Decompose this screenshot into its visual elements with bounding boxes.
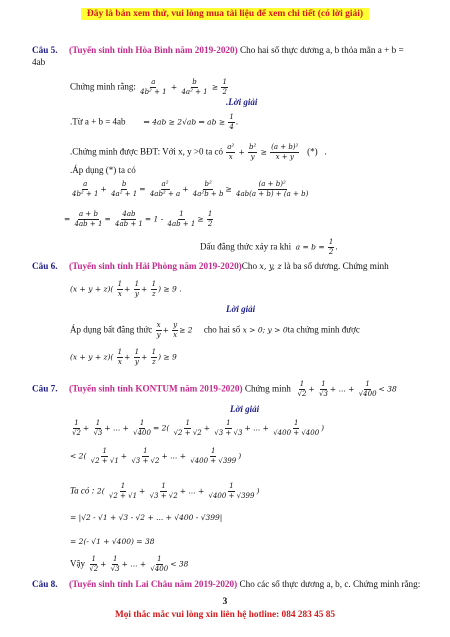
q6-solution-label: Lời giải bbox=[226, 304, 256, 314]
question-8 bbox=[32, 578, 424, 590]
question-6-vars: x, y, z bbox=[259, 262, 282, 271]
q5-step1-text: .Từ a + b = 4ab bbox=[70, 116, 126, 127]
q5-solution-label: .Lời giải bbox=[226, 97, 258, 107]
question-6-text: là ba số dương. Chứng minh bbox=[284, 261, 389, 271]
question-5 bbox=[32, 44, 424, 68]
preview-banner bbox=[0, 8, 450, 20]
q5-frac-half: $\frac{1}{2}$ bbox=[222, 78, 227, 96]
question-7-number: Câu 7. bbox=[32, 383, 58, 394]
q5-star: (*) bbox=[307, 146, 318, 157]
q7-line-b: = 2(- √1 + √400) = 38 bbox=[70, 537, 155, 546]
question-6-number: Câu 6. bbox=[32, 261, 58, 271]
question-5-text-2: 4ab bbox=[32, 57, 46, 67]
question-5-source: (Tuyển sinh tỉnh Hòa Bình năm 2019-2020) bbox=[69, 45, 238, 55]
q7-taco-label: Ta có : bbox=[70, 485, 95, 496]
question-6 bbox=[32, 260, 424, 273]
q5-frac-quarter: $\frac{1}{4}$ bbox=[229, 113, 234, 131]
q7-line-2: < 2( $\frac{1}{√2 + √1}$ + $\frac{1}{√3 + √2}$ + ... + $\frac{1}{√400 + √399}$ ) bbox=[70, 447, 242, 465]
q6-apply-text: Áp dụng bất đẳng thức bbox=[70, 324, 153, 335]
question-8-source: (Tuyển sinh tỉnh Lai Châu năm 2019-2020) bbox=[69, 579, 238, 589]
q7-vay-label: Vậy bbox=[70, 558, 85, 569]
q7-solution-label: Lời giải bbox=[230, 404, 260, 414]
q6-result: (x + y + z)( $\frac{1}{x}$ + $\frac{1}{y}$ + $\frac{1}{z}$ ) ≥ 9 bbox=[70, 348, 177, 366]
q5-step2-text: .Chứng minh được BĐT: Với x, y >0 ta có bbox=[70, 146, 223, 157]
q6-condition: x > 0; y > 0 bbox=[242, 325, 288, 335]
q5-prove-line: Chứng minh rằng: $\frac{a}{\text{4b² + 1}}$ + $\frac{b}{\text{4a² + 1}}$ ≥ $\frac{1}{2}$ bbox=[70, 78, 227, 96]
q5-frac-b: $\frac{b}{\text{4a² + 1}}$ bbox=[181, 78, 208, 96]
question-8-number: Câu 8. bbox=[32, 579, 58, 589]
q6-apply-line: Áp dụng bất đẳng thức $\frac{x}{y}$ + $\frac{y}{x}$ ≥ 2 cho hai số x > 0; y > 0ta chứng minh được bbox=[70, 321, 360, 339]
q7-line-a: = |√2 - √1 + √3 - √2 + ... + √400 - √399| bbox=[70, 513, 223, 522]
q7-line-1: $\frac{1}{√2}$ + $\frac{1}{√3}$ + ... + $\frac{1}{√400}$ = 2( $\frac{1}{√2 + √2}$ + $\frac{1}{√3 + √3}$ + ... + $\frac{1}{√400 + √400}$ ) bbox=[72, 419, 325, 437]
question-7-text: Chứng minh bbox=[244, 383, 291, 394]
question-5-text: Cho hai số thực dương a, b thỏa mãn a + b = bbox=[239, 45, 404, 55]
question-8-text: Cho các số thực dương a, b, c. Chứng minh rằng: bbox=[239, 579, 421, 589]
q5-calc-line-1: $\frac{a}{\text{4b² + 1}}$ + $\frac{b}{\text{4a² + 1}}$ = $\frac{\text{a²}}{\text{4ab² + a}}$ + $\frac{\text{b²}}{\text{4a²b + b}}$ ≥ $\frac{\text{(a + b)²}}{4ab(a + b) + (a + b)}$ bbox=[72, 180, 309, 198]
q5-equality-text: Dấu đẳng thức xảy ra khi bbox=[200, 241, 292, 252]
q6-statement: (x + y + z)( $\frac{1}{x}$ + $\frac{1}{y}$ + $\frac{1}{z}$ ) ≥ 9 . bbox=[70, 280, 182, 298]
q7-taco-line: Ta có : 2( $\frac{1}{√2 + √1}$ + $\frac{1}{√3 + √2}$ + ... + $\frac{1}{√400 + √399}$ ) bbox=[70, 482, 260, 500]
q5-step2: .Chứng minh được BĐT: Với x, y >0 ta có $\frac{\text{a²}}{x}$ + $\frac{\text{b²}}{y}$ ≥ $\frac{\text{(a + b)²}}{x + y}$ (*) . bbox=[70, 143, 327, 161]
q5-prove-label: Chứng minh rằng: bbox=[70, 81, 136, 92]
q5-frac-a: $\frac{a}{\text{4b² + 1}}$ bbox=[140, 78, 167, 96]
question-5-number: Câu 5. bbox=[32, 45, 58, 55]
preview-banner-text: Đây là bản xem thử, vui lòng mua tài liệu để xem chi tiết (có lời giải) bbox=[81, 8, 369, 20]
q5-step3: .Áp dụng (*) ta có bbox=[70, 165, 136, 175]
question-6-cho: Cho bbox=[241, 261, 258, 271]
question-7: Câu 7. (Tuyển sinh tỉnh KONTUM năm 2019-2020) Chứng minh $\frac{1}{√2}$ + $\frac{1}{√3}$ + ... + $\frac{1}{√400}$ < 38 bbox=[32, 380, 397, 398]
q6-apply-text-2: cho hai số bbox=[203, 324, 241, 335]
q5-equality-line: Dấu đẳng thức xảy ra khi a = b = $\frac{1}{2}$ . bbox=[200, 238, 338, 256]
q5-frac-b2y: $\frac{\text{b²}}{y}$ bbox=[249, 143, 257, 161]
question-6-source: (Tuyển sinh tỉnh Hải Phòng năm 2019-2020) bbox=[69, 261, 242, 271]
q6-apply-text-3: ta chứng minh được bbox=[287, 324, 360, 335]
page-number: 3 bbox=[222, 597, 228, 607]
q5-calc-line-2: = $\frac{a + b}{4ab + 1}$ = $\frac{4ab}{4ab + 1}$ = 1 - $\frac{1}{4ab + 1}$ ≥ $\frac{1}{2}$ bbox=[64, 210, 213, 228]
question-7-source: (Tuyển sinh tỉnh KONTUM năm 2019-2020) bbox=[69, 383, 243, 394]
hotline-footer: Mọi thắc mắc vui lòng xin liên hệ hotline: 084 283 45 85 bbox=[114, 610, 336, 620]
q5-frac-sum: $\frac{\text{(a + b)²}}{x + y}$ bbox=[271, 143, 299, 161]
q5-step1: .Từ a + b = 4ab ⇒ 4ab ≥ 2√ab ⇒ ab ≥ $\frac{1}{4}$ . bbox=[70, 113, 239, 131]
q7-conclusion: Vậy $\frac{1}{√2}$ + $\frac{1}{√3}$ + ... + $\frac{1}{√400}$ < 38 bbox=[70, 555, 189, 573]
q5-step1-math: ⇒ 4ab ≥ 2√ab ⇒ ab ≥ bbox=[143, 117, 226, 127]
q5-frac-a2x: $\frac{\text{a²}}{x}$ bbox=[227, 143, 235, 161]
